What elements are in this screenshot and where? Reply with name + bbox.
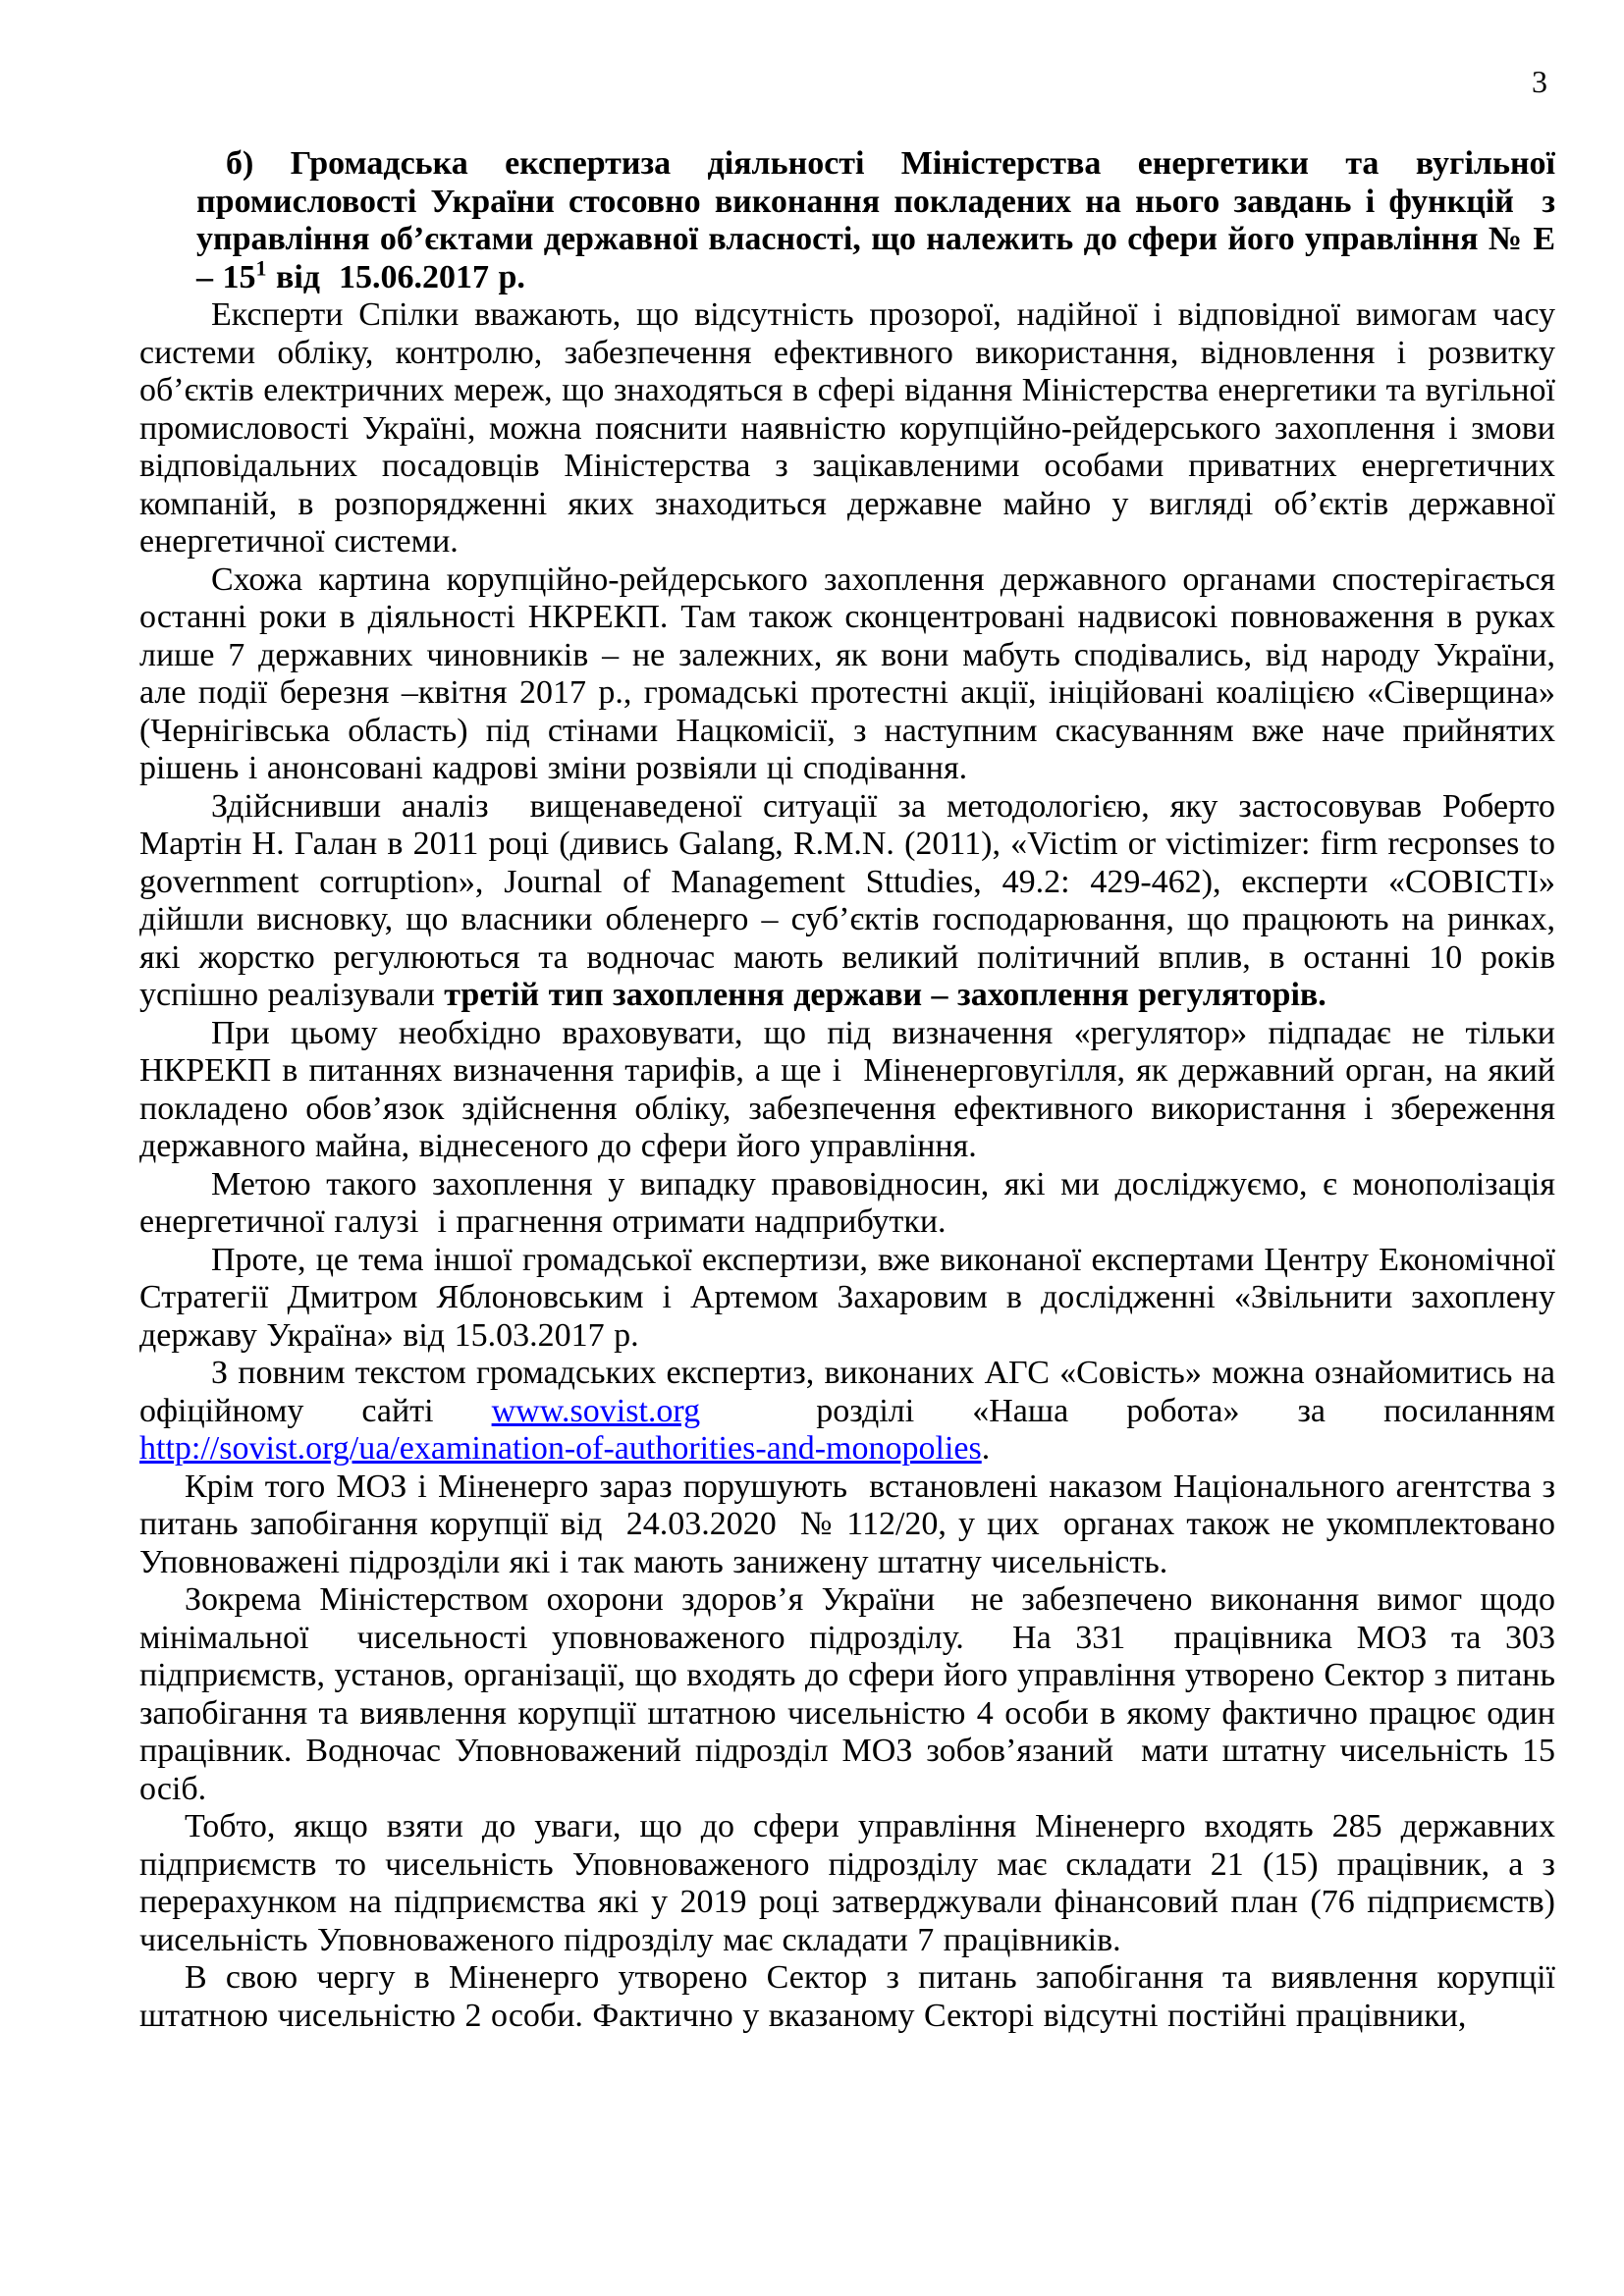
document-body — [139, 145, 1555, 2035]
superscript-footnote-marker: 1 — [255, 255, 267, 281]
text-run: Схожа картина корупційно-рейдерського захоплення державного органами спостерігається останні роки в діяльності НКРЕКП. Там також сконцентровані надвисокі повноваження в руках лише 7 державних чиновників – не залежних, як вони мабуть сподівались, від народу України, але події березня –квітня 2017 р., громадські протестні акції, ініційовані коаліцією «Сіверщина» (Чернігівська область) під стінами Нацкомісії, з наступним скасуванням вже наче прийнятих рішень і анонсовані кадрові зміни розвіяли ці сподівання. — [139, 561, 1555, 786]
text-run: Здійснивши аналіз вищенаведеної ситуації за методологією, яку застосовував Роберто Мартін Н. Галан в 2011 році (дивись Galang, R.M.N. (2011), «Victim or victimizer: firm recponses to government corruption», Journal of Management Sttudies, 49.2: 429-462), експерти «СОВІСТІ» дійшли висновку, що власники обленерго – суб’єктів господарювання, що працюють на ринках, які жорстко регулюються та водночас мають великий політичний вплив, в останні 10 років успішно реалізували — [139, 787, 1555, 1013]
paragraph-nkrekp — [139, 561, 1555, 788]
paragraph-moz-minenergo-violation — [139, 1468, 1555, 1582]
paragraph-full-text-links — [139, 1355, 1555, 1468]
bold-text-run: третій тип захоплення держави – захоплення регуляторів. — [444, 977, 1326, 1013]
text-run: При цьому необхідно враховувати, що під визначення «регулятор» підпадає не тільки НКРЕКП в питаннях визначення тарифів, а ще і Міненерговугілля, як державний орган, на який покладено обов’язок здійснення обліку, забезпечення ефективного використання і збереження державного майна, віднесеного до сфери його управління. — [139, 1014, 1555, 1164]
page-number: 3 — [1532, 64, 1547, 99]
bold-text-run: б) Громадська експертиза діяльності Міністерства енергетики та вугільної промисловості України стосовно виконання покладених на нього завдань і функцій з управління об’єктами державної власності, що належить до сфери його управління № Е – 15 — [196, 145, 1555, 295]
text-run: Метою такого захоплення у випадку правовідносин, які ми досліджуємо, є монополізація енергетичної галузі і прагнення отримати надприбутки. — [139, 1165, 1555, 1240]
text-run: Експерти Спілки вважають, що відсутність прозорої, надійної і відповідної вимогам часу системи обліку, контролю, забезпечення ефективного використання, відновлення і розвитку об’єктів електричних мереж, що знаходяться в сфері відання Міністерства енергетики та вугільної промисловості Україні, можна пояснити наявністю корупційно-рейдерського захоплення і змови відповідальних посадовців Міністерства з зацікавленими особами приватних енергетичних компаній, в розпорядженні яких знаходиться державне майно у вигляді об’єктів державної енергетичної системи. — [139, 296, 1555, 560]
bold-text-run: від 15.06.2017 р. — [266, 258, 525, 295]
heading-expertise-title — [196, 145, 1555, 296]
paragraph-regulator-definition — [139, 1015, 1555, 1166]
paragraph-capture-goal — [139, 1166, 1555, 1242]
text-run: Крім того МОЗ і Міненерго зараз порушують встановлені наказом Національного агентства з питань запобігання корупції від 24.03.2020 № 112/20, у цих органах також не укомплектовано Уповноважені підрозділи які і так мають занижену штатну чисельність. — [139, 1468, 1555, 1580]
text-run: З повним текстом громадських експертиз, виконаних АГС «Совість» можна ознайомитись на офіційному сайті — [139, 1355, 1555, 1429]
paragraph-minenergo-calculation — [139, 1808, 1555, 1959]
text-run: В свою чергу в Міненерго утворено Сектор з питань запобігання та виявлення корупції штатною чисельністю 2 особи. Фактично у вказаному Секторі відсутні постійні працівники, — [139, 1959, 1555, 2034]
text-run: Зокрема Міністерством охорони здоров’я України не забезпечено виконання вимог щодо мінімальної чисельності уповноваженого підрозділу. На 331 працівника МОЗ та 303 підприємств, установ, організації, що входять до сфери його управління утворено Сектор з питань запобігання та виявлення корупції штатною чисельністю 4 особи в якому фактично працює один працівник. Водночас Уповноважений підрозділ МОЗ зобов’язаний мати штатну чисельність 15 осіб. — [139, 1581, 1555, 1807]
paragraph-other-expertise — [139, 1242, 1555, 1356]
text-run: Тобто, якщо взяти до уваги, що до сфери управління Міненерго входять 285 державних підприємств то чисельність Уповноваженого підрозділу має складати 21 (15) працівник, а з перерахунком на підприємства які у 2019 році затверджували фінансовий план (76 підприємств) чисельність Уповноваженого підрозділу має складати 7 працівників. — [139, 1808, 1555, 1958]
text-run: . — [981, 1430, 991, 1467]
hyperlink[interactable]: www.sovist.org — [491, 1392, 701, 1429]
text-run: Проте, це тема іншої громадської експертизи, вже виконаної експертами Центру Економічної Стратегії Дмитром Яблоновським і Артемом Захаровим в дослідженні «Звільнити захоплену державу Україна» від 15.03.2017 р. — [139, 1241, 1555, 1354]
paragraph-experts-opinion — [139, 296, 1555, 561]
text-run: розділі «Наша робота» за посиланням — [700, 1392, 1555, 1429]
hyperlink[interactable]: http://sovist.org/ua/examination-of-authorities-and-monopolies — [139, 1430, 982, 1467]
paragraph-analysis-galang — [139, 788, 1555, 1015]
paragraph-moz-staffing — [139, 1581, 1555, 1808]
paragraph-minenergo-sector — [139, 1959, 1555, 2035]
